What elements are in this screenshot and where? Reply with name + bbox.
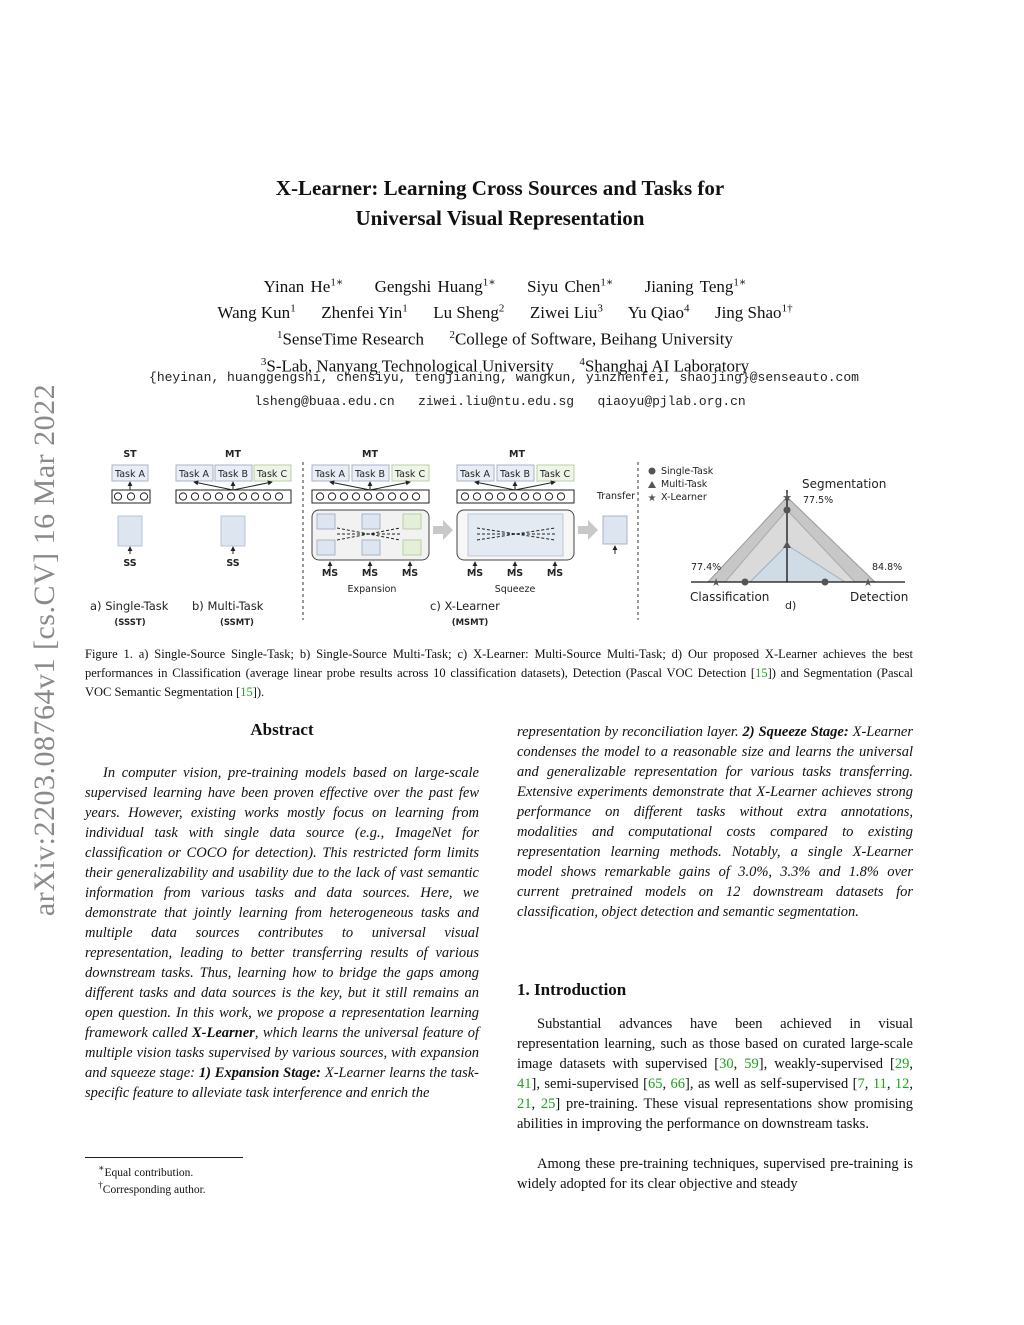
svg-text:MT: MT <box>509 449 525 460</box>
label-b: b) Multi-Task <box>192 599 264 613</box>
arxiv-sidebar <box>22 350 68 950</box>
citation-link[interactable]: 21 <box>517 1096 532 1112</box>
abstract-continued: representation by reconciliation layer. 2) Squeeze Stage: X-Learner condenses the model to a reasonable size and learns the universal and generalizable representation for various tasks transferring. Extensive experiments demonstrate that X-Learner achieves strong performance on different tasks without extra annotations, modalities and computational costs compared to existing representation learning methods. Notably, a single X-Learner model shows remarkable gains of 3.0%, 3.3% and 1.8% over current pretrained models on 12 downstream datasets for classification, object detection and semantic segmentation. <box>517 724 914 920</box>
author-row-1 <box>0 271 1010 298</box>
svg-text:Task C: Task C <box>394 469 426 480</box>
abstract-heading: Abstract <box>250 720 314 739</box>
citation-link[interactable]: 65 <box>647 1076 663 1092</box>
label-d: d) <box>785 599 797 612</box>
citation-link[interactable]: 29 <box>894 1056 910 1072</box>
author: Lu Sheng$^2$ <box>433 302 505 323</box>
svg-text:SS: SS <box>123 558 137 569</box>
svg-text:(SSMT): (SSMT) <box>220 618 254 628</box>
svg-text:MS: MS <box>321 568 339 579</box>
citation-link[interactable]: 30 <box>719 1056 734 1072</box>
intro-paragraph-2: Among these pre-training techniques, supervised pre-training is widely adopted for its clear objective and steady <box>517 1156 913 1192</box>
email-line-2: lsheng@buaa.edu.cn ziwei.liu@ntu.edu.sg qiaoyu@pjlab.org.cn <box>254 394 746 409</box>
footnote-1: ∗Equal contribution. <box>98 1163 194 1179</box>
email-line-1: {heyinan, huanggengshi, chensiyu, tengjianing, wangkun, yinzhenfei, shaojing}@senseauto.com <box>149 370 859 385</box>
svg-text:MS: MS <box>506 568 524 579</box>
citation-link[interactable]: 11 <box>872 1076 887 1092</box>
title-line-2: Universal Visual Representation <box>355 206 645 230</box>
svg-text:MT: MT <box>225 449 241 460</box>
citation-link[interactable]: 7 <box>857 1076 865 1092</box>
author-row-2 <box>0 298 1010 325</box>
legend-multi-task: Multi-Task <box>661 479 708 490</box>
expansion-label: Expansion <box>347 584 397 595</box>
affiliation-row-2: $^3$S-Lab, Nanyang Technological University $^4$Shanghai AI Laboratory <box>260 355 750 376</box>
citation-link[interactable]: 12 <box>894 1076 910 1092</box>
svg-text:Task B: Task B <box>217 469 249 480</box>
citation-link[interactable]: 41 <box>517 1076 532 1092</box>
value-detection: 84.8% <box>872 562 903 573</box>
author: Wang Kun$^1$ <box>217 302 296 323</box>
abstract-body: In computer vision, pre-training models based on large-scale supervised learning have been proven effective over the past few years. However, existing works mostly focus on learning from individual task with single data source (e.g., ImageNet for classification or COCO for detection). This restricted form limits their generalizability and usability due to the lack of vast semantic information from various tasks and data sources. Here, we demonstrate that jointly learning from heterogeneous tasks and multiple data sources contributes to universal visual representation, leading to better transferring results of various downstream tasks. Thus, learning how to bridge the gaps among different tasks and data sources is the key, but it still remains an open question. In this work, we propose a representation learning framework called X-Learner, which learns the universal feature of multiple vision tasks supervised by various sources, with expansion and squeeze stage: 1) Expansion Stage: X-Learner learns the task-specific feature to alleviate task interference and enrich the <box>85 765 479 1101</box>
svg-text:Task C: Task C <box>539 469 571 480</box>
label-a: a) Single-Task <box>90 599 169 613</box>
svg-text:Task C: Task C <box>256 469 288 480</box>
paper-title <box>0 173 1000 233</box>
svg-text:Task A: Task A <box>314 469 346 480</box>
author: Jing Shao$^{1\dagger}$ <box>714 302 793 323</box>
svg-text:Task A: Task A <box>459 469 491 480</box>
footnote-2: †Corresponding author. <box>98 1180 206 1196</box>
citation-link[interactable]: 66 <box>670 1076 686 1092</box>
label-c: c) X-Learner <box>430 599 500 613</box>
citation-link[interactable]: 15 <box>755 666 768 680</box>
value-classification: 77.4% <box>691 562 722 573</box>
legend-x-learner: X-Learner <box>661 492 707 503</box>
footnote-rule <box>85 1157 243 1158</box>
svg-text:Task B: Task B <box>499 469 531 480</box>
citation-link[interactable]: 59 <box>744 1056 759 1072</box>
squeeze-label: Squeeze <box>494 584 536 595</box>
author: Yinan $He^{1∗}$ <box>263 276 344 296</box>
svg-text:★: ★ <box>863 576 873 589</box>
svg-text:★: ★ <box>647 493 657 504</box>
author: Ziwei Liu$^3$ <box>529 302 603 323</box>
svg-text:(SSST): (SSST) <box>114 618 146 628</box>
axis-segmentation: Segmentation <box>802 477 887 491</box>
figure-1 <box>85 440 920 635</box>
backbone-block <box>118 516 142 546</box>
st-label: ST <box>123 449 137 460</box>
svg-text:Task A: Task A <box>114 469 146 480</box>
author: Zhenfei Yin$^1$ <box>321 302 408 323</box>
axis-detection: Detection <box>850 590 909 604</box>
radar-chart <box>691 490 905 589</box>
author-block <box>0 271 1010 378</box>
transfer-label: Transfer <box>596 491 636 502</box>
svg-text:MS: MS <box>546 568 564 579</box>
section-heading-introduction: 1. Introduction <box>517 980 627 999</box>
svg-text:SS: SS <box>226 558 240 569</box>
citation-link[interactable]: 25 <box>540 1096 556 1112</box>
svg-text:MS: MS <box>401 568 419 579</box>
svg-text:Task A: Task A <box>178 469 210 480</box>
svg-text:★: ★ <box>711 576 721 589</box>
svg-text:★: ★ <box>782 491 792 504</box>
svg-text:Task B: Task B <box>354 469 386 480</box>
title-line-1: X-Learner: Learning Cross Sources and Tasks for <box>275 176 725 200</box>
figure-caption: Figure 1. a) Single-Source Single-Task; b) Single-Source Multi-Task; c) X-Learner: Multi-Source Multi-Task; d) Our proposed X-Learner achieves the best performances in Classification (average linear probe results across 10 classification datasets), Detection (Pascal VOC Detection [15]) and Segmentation (Pascal VOC Semantic Segmentation [15]). <box>85 647 913 699</box>
author: Yu Qiao$^4$ <box>627 302 690 323</box>
svg-text:(MSMT): (MSMT) <box>451 618 489 628</box>
author: Jianing Teng$^{1∗}$ <box>644 276 747 296</box>
author: Gengshi Huang$^{1∗}$ <box>374 276 496 296</box>
svg-text:MS: MS <box>466 568 484 579</box>
author: Siyu Chen$^{1∗}$ <box>527 276 614 296</box>
value-segmentation: 77.5% <box>803 495 834 506</box>
legend-single-task: Single-Task <box>661 466 714 477</box>
affiliation-row-1: $^1$SenseTime Research $^2$College of Software, Beihang University <box>276 329 734 349</box>
intro-paragraph-1: Substantial advances have been achieved in visual representation learning, such as those based on curated large-scale image datasets with supervised [30, 59], weakly-supervised [29, 41], semi-supervised [65, 66], as well as self-supervised [7, 11, 12, 21, 25] pre-training. These visual representations show promising abilities in improving the performance on downstream tasks. <box>517 1016 914 1132</box>
citation-link[interactable]: 15 <box>240 685 253 699</box>
svg-text:MS: MS <box>361 568 379 579</box>
axis-classification: Classification <box>690 590 770 604</box>
arxiv-id: arXiv:2203.08764v1 [cs.CV] 16 Mar 2022 <box>28 383 61 917</box>
svg-text:MT: MT <box>362 449 378 460</box>
